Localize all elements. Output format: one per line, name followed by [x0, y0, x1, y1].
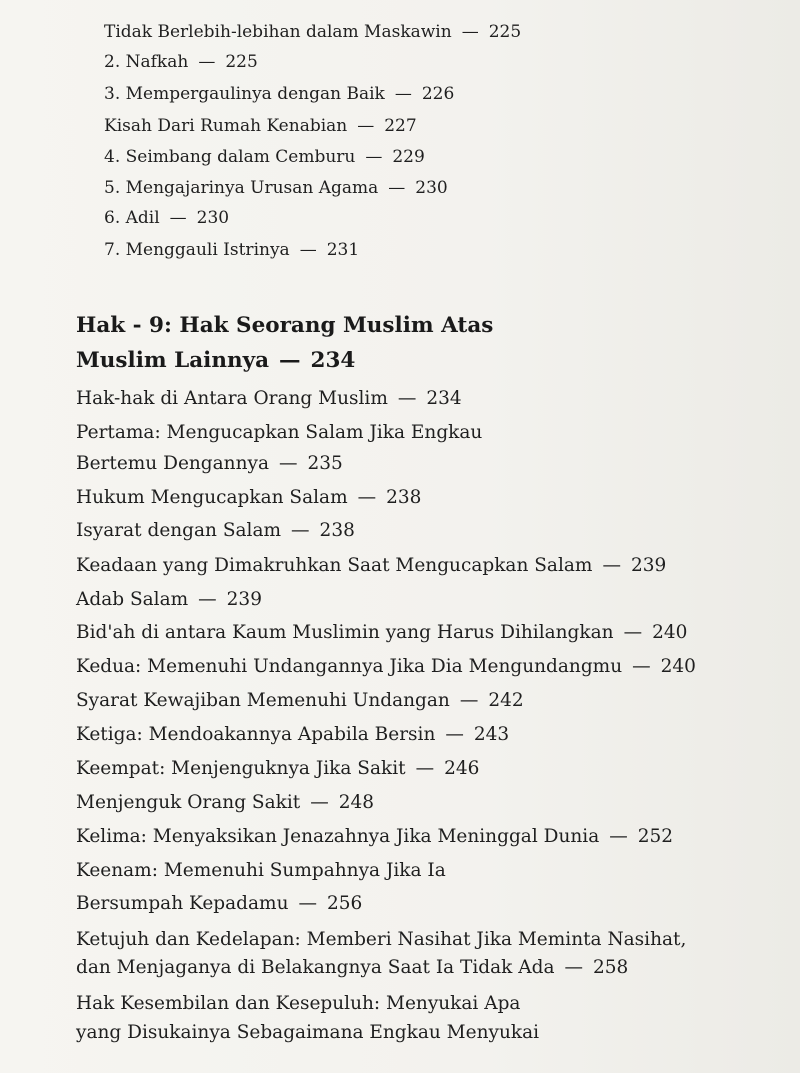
toc-subentry: 4. Seimbang dalam Cemburu — 229 — [104, 147, 425, 167]
toc-entry: Pertama: Mengucapkan Salam Jika Engkau — [76, 422, 483, 443]
toc-subentry: Kisah Dari Rumah Kenabian — 227 — [104, 116, 417, 136]
toc-entry: Kedua: Memenuhi Undangannya Jika Dia Mengundangmu — 240 — [76, 656, 696, 677]
toc-entry: Keenam: Memenuhi Sumpahnya Jika Ia — [76, 860, 446, 881]
toc-subentry: 2. Nafkah — 225 — [104, 52, 258, 72]
toc-entry: Keadaan yang Dimakruhkan Saat Mengucapkan Salam — 239 — [76, 555, 667, 576]
toc-entry: Ketujuh dan Kedelapan: Memberi Nasihat Jika Meminta Nasihat, — [76, 929, 687, 950]
toc-entry: Syarat Kewajiban Memenuhi Undangan — 242 — [76, 690, 524, 711]
toc-subentry: Tidak Berlebih-lebihan dalam Maskawin — 225 — [104, 22, 522, 42]
chapter-heading-line2: Muslim Lainnya — 234 — [76, 348, 356, 373]
toc-entry: Hukum Mengucapkan Salam — 238 — [76, 487, 422, 508]
toc-entry: Kelima: Menyaksikan Jenazahnya Jika Meninggal Dunia — 252 — [76, 826, 674, 847]
toc-entry: Keempat: Menjenguknya Jika Sakit — 246 — [76, 758, 480, 779]
toc-entry: Hak-hak di Antara Orang Muslim — 234 — [76, 388, 462, 409]
show-through-text — [640, 20, 800, 1060]
toc-entry: dan Menjaganya di Belakangnya Saat Ia Tidak Ada — 258 — [76, 957, 629, 978]
toc-subentry: 3. Mempergaulinya dengan Baik — 226 — [104, 84, 455, 104]
toc-entry: Menjenguk Orang Sakit — 248 — [76, 792, 375, 813]
toc-entry: Bertemu Dengannya — 235 — [76, 453, 343, 474]
toc-subentry: 7. Menggauli Istrinya — 231 — [104, 240, 360, 260]
chapter-heading-line1: Hak - 9: Hak Seorang Muslim Atas — [76, 313, 494, 338]
toc-subentry: 6. Adil — 230 — [104, 208, 230, 228]
toc-entry: Adab Salam — 239 — [76, 589, 262, 610]
toc-entry: yang Disukainya Sebagaimana Engkau Menyukai — [76, 1022, 540, 1043]
toc-entry: Bersumpah Kepadamu — 256 — [76, 893, 363, 914]
toc-entry: Bid'ah di antara Kaum Muslimin yang Harus Dihilangkan — 240 — [76, 622, 688, 643]
toc-entry: Hak Kesembilan dan Kesepuluh: Menyukai Apa — [76, 993, 521, 1014]
toc-entry: Isyarat dengan Salam — 238 — [76, 520, 355, 541]
toc-entry: Ketiga: Mendoakannya Apabila Bersin — 243 — [76, 724, 510, 745]
toc-subentry: 5. Mengajarinya Urusan Agama — 230 — [104, 178, 448, 198]
